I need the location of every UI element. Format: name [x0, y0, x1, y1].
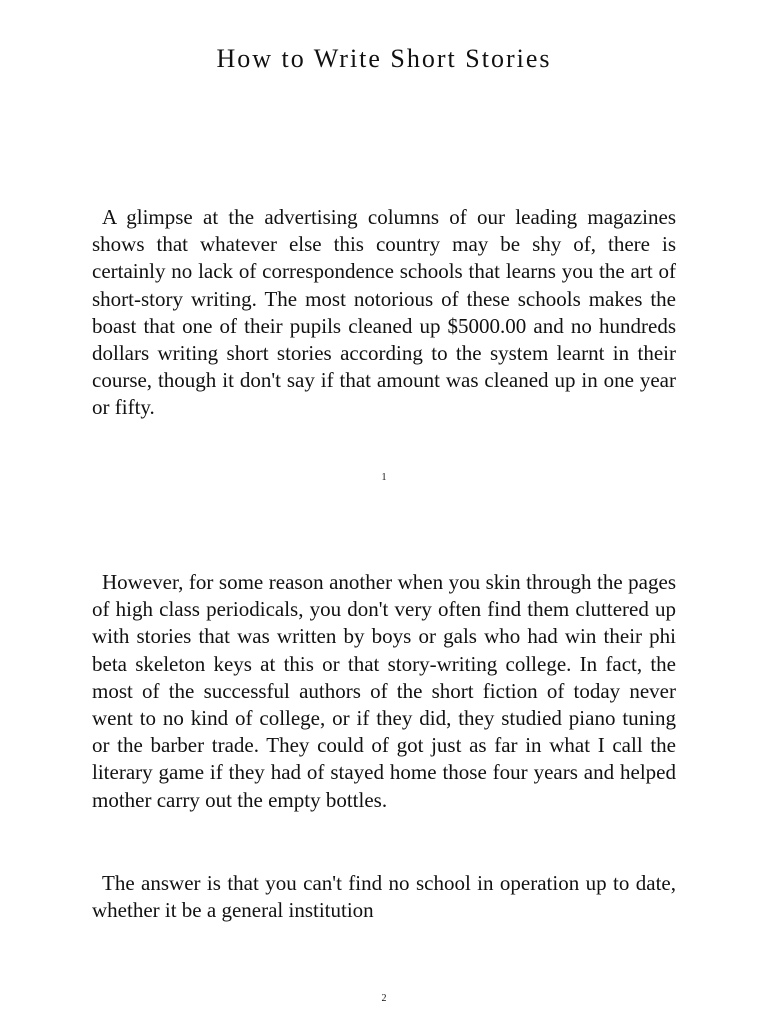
paragraph-3: The answer is that you can't find no school in operation up to date, whether it be a general institution [92, 871, 676, 923]
document-title: How to Write Short Stories [216, 44, 552, 73]
page-number-2: 2 [381, 993, 387, 1004]
paragraph-2: However, for some reason another when you skin through the pages of high class periodicals, you don't very often find them cluttered up with stories that was written by boys or gals who had win their phi beta skeleton keys at this or that story-writing college. In fact, the most of the successful authors of the short fiction of today never went to no kind of college, or if they did, they studied piano tuning or the barber trade. They could of got just as far in what I call the literary game if they had of stayed home those four years and helped mother carry out the empty bottles. [92, 570, 676, 812]
page-number-1: 1 [381, 472, 387, 483]
paragraph-1: A glimpse at the advertising columns of our leading magazines shows that whatever else this country may be shy of, there is certainly no lack of correspondence schools that learns you the art of short-story writing. The most notorious of these schools makes the boast that one of their pupils cleaned up $5000.00 and no hundreds dollars writing short stories according to the system learnt in their course, though it don't say if that amount was cleaned up in one year or fifty. [92, 205, 676, 420]
